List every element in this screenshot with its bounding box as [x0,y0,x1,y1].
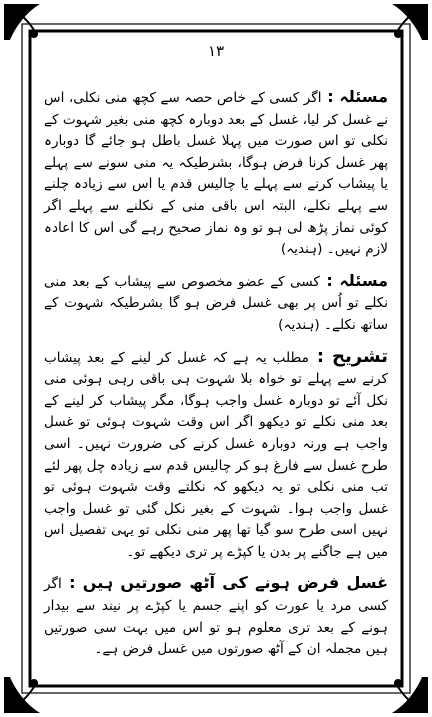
paragraph-body: کسی کے عضو مخصوص سے پیشاب کے بعد منی نکلے تو اُس پر بھی غسل فرض ہو گا بشرطیکہ شہوت کے ساتھ نکلے۔ (ہندیہ) [44,273,388,333]
paragraph-heading: مسئلہ : [321,87,388,106]
paragraph-body: اگر کسی کے خاص حصہ سے کچھ منی نکلی، اس نے غسل کر لیا، غسل کے بعد دوبارہ کچھ منی بغیر شہوت کے نکلی تو اس صورت میں پہلا غسل باطل ہو جائے گا دوبارہ پھر غسل کرنا فرض ہوگا، بشرطیکہ یہ منی سونے سے پہلے یا پیشاب کرنے سے پہلے یا چالیس قدم یا اس سے زیادہ چلنے سے پہلے نکلے، البتہ اس باقی منی کے نکلنے سے پہلے اگر کوئی نماز پڑھ لی ہو تو وہ نماز صحیح رہے گی اس کا اعادہ لازم نہیں۔ (ہندیہ) [44,90,388,258]
paragraph-body: مطلب یہ ہے کہ غسل کر لینے کے بعد پیشاب کرنے سے پہلے تو خواہ بلا شہوت ہی باقی رہی ہوئی منی نکل آئے تو دوبارہ غسل واجب ہوگا، مگر پیشاب کر لینے کے بعد منی نکلے تو دیکھو اگر اس وقت شہوت ہوئی تو غسل واجب ہے ورنہ دوبارہ غسل کرنے کی ضرورت نہیں۔ اسی طرح غسل سے فارغ ہو کر چالیس قدم سے زیادہ چل پھر لئے تب منی نکلی تو یہ دیکھو کہ نکلتے وقت شہوت ہوئی تو غسل واجب ہوا۔ شہوت کے بغیر نکل گئی تو غسل واجب نہیں اسی طرح سو گیا تھا پھر منی نکلی تو یہی تفصیل اس میں ہے جاگنے پر بدن یا کپڑے پر تری دیکھے تو۔ [44,349,388,560]
main-text [44,86,388,665]
paragraph-masala-2 [44,270,388,337]
page-number: ۱۳ [207,42,225,60]
paragraph-heading: تشریح : [308,345,388,367]
paragraph-masala-1 [44,86,388,261]
paragraph-eight-cases [44,572,388,660]
paragraph-body: اگر کسی مرد یا عورت کو اپنے جسم یا کپڑے پر نیند سے بیدار ہونے کے بعد تری معلوم ہو تو اس میں بہت سی صورتیں ہیں مجملہ ان کے آٹھ صورتوں میں غسل فرض ہے۔ [44,576,388,658]
paragraph-heading: غسل فرض ہونے کی آٹھ صورتیں ہیں : [61,573,388,593]
paragraph-heading: مسئلہ : [319,270,389,290]
paragraph-tashreeh [44,346,388,564]
